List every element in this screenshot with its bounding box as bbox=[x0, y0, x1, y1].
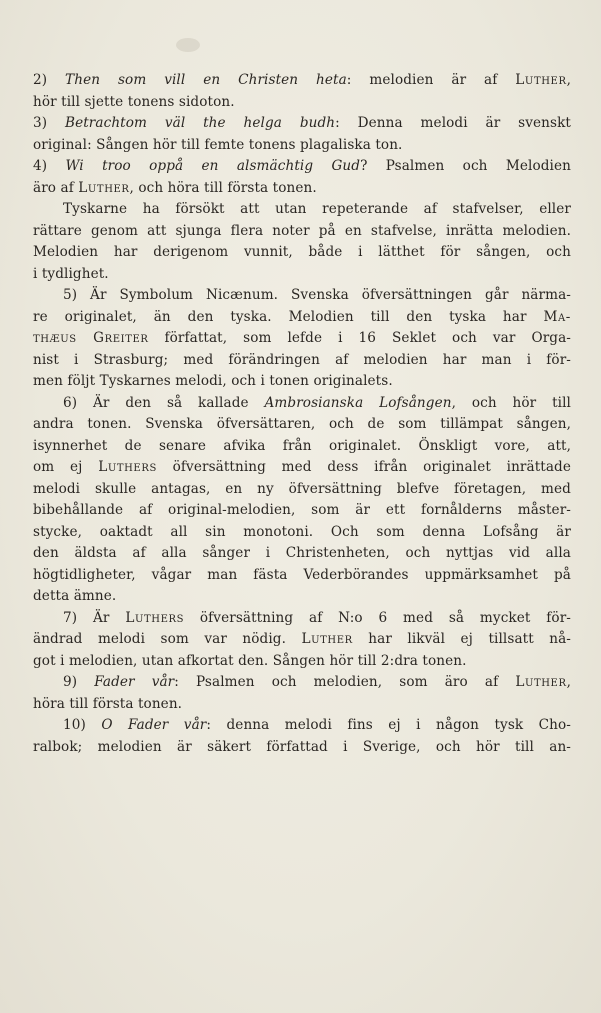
text-run: isynnerhet de senare afvika från originalet. Önskligt vore, att, bbox=[33, 437, 571, 454]
paragraph-5 bbox=[33, 285, 571, 393]
author-name: Luther bbox=[301, 631, 353, 647]
text-run: högtidligheter, vågar man fästa Vederbörandes uppmärksamhet på bbox=[33, 566, 571, 583]
text-line bbox=[33, 500, 571, 522]
paragraph-3 bbox=[33, 156, 571, 199]
text-run: 9) bbox=[63, 674, 95, 690]
author-name: thæus Greiter bbox=[33, 330, 149, 346]
text-run: andra tonen. Svenska öfversättaren, och de som tillämpat sången, bbox=[33, 416, 571, 432]
text-run: ? Psalmen och Melodien bbox=[360, 158, 571, 174]
text-run: höra till första tonen. bbox=[33, 695, 183, 712]
text-line bbox=[33, 199, 571, 221]
text-run: Tyskarne ha försökt att utan repeterande af stafvelser, eller bbox=[63, 201, 571, 217]
text-line bbox=[33, 307, 571, 329]
text-run: äro af bbox=[33, 179, 79, 196]
text-run: stycke, oaktadt all sin monotoni. Och som denna Lofsång är bbox=[33, 523, 571, 540]
italic-title: Wi troo oppå en alsmächtig Gud bbox=[65, 158, 361, 174]
author-name: Luther bbox=[515, 674, 567, 690]
text-run: öfversättning af N:o 6 med så mycket för- bbox=[184, 609, 571, 626]
text-run: i tydlighet. bbox=[33, 265, 109, 282]
author-name: Luther bbox=[515, 72, 567, 88]
text-line bbox=[33, 715, 571, 737]
text-run: melodi skulle antagas, en ny öfversättning blefve företagen, med bbox=[33, 480, 571, 497]
text-line bbox=[33, 135, 571, 157]
text-run: 7) Är bbox=[63, 609, 126, 626]
text-run: original: Sången hör till femte tonens plagaliska ton. bbox=[33, 136, 403, 153]
paragraph-8 bbox=[33, 672, 571, 715]
text-line bbox=[33, 414, 571, 436]
text-line bbox=[33, 457, 571, 479]
text-run: 6) Är den så kallade bbox=[63, 394, 265, 411]
text-line bbox=[33, 694, 571, 716]
text-line bbox=[33, 178, 571, 200]
text-line bbox=[33, 350, 571, 372]
text-run: 10) bbox=[63, 717, 102, 733]
text-run: men följt Tyskarnes melodi, och i tonen originalets. bbox=[33, 373, 393, 389]
text-run: 3) bbox=[33, 115, 65, 131]
text-line bbox=[33, 221, 571, 243]
page-text bbox=[33, 70, 571, 758]
text-line bbox=[33, 436, 571, 458]
text-line bbox=[33, 672, 571, 694]
text-run: hör till sjette tonens sidoton. bbox=[33, 93, 235, 110]
text-run: 5) Är Symbolum Nicænum. Svenska öfversättningen går närma- bbox=[63, 287, 571, 303]
text-line bbox=[33, 70, 571, 92]
text-line bbox=[33, 242, 571, 264]
paragraph-6 bbox=[33, 393, 571, 608]
paragraph-9 bbox=[33, 715, 571, 758]
text-run: Melodien har derigenom vunnit, både i lätthet för sången, och bbox=[33, 244, 571, 260]
text-line bbox=[33, 328, 571, 350]
text-run: ralbok; melodien är säkert författad i Sverige, och hör till an- bbox=[33, 738, 571, 755]
text-run: re originalet, än den tyska. Melodien till den tyska har bbox=[33, 308, 544, 325]
text-line bbox=[33, 285, 571, 307]
text-run: : Denna melodi är svenskt bbox=[335, 115, 571, 131]
text-run: rättare genom att sjunga flera noter på en stafvelse, inrätta melodien. bbox=[33, 222, 571, 239]
text-line bbox=[33, 651, 571, 673]
text-run: öfversättning med dess ifrån originalet inrättade bbox=[156, 459, 572, 475]
text-line bbox=[33, 92, 571, 114]
text-line bbox=[33, 113, 571, 135]
italic-title: Betrachtom väl the helga budh bbox=[65, 115, 336, 131]
paper-stain bbox=[176, 38, 200, 52]
text-line bbox=[33, 543, 571, 565]
text-run: ändrad melodi som var nödig. bbox=[33, 631, 302, 647]
text-run: författat, som lefde i 16 Seklet och var Orga- bbox=[148, 330, 571, 346]
text-run: 2) bbox=[33, 72, 66, 88]
text-run: , bbox=[566, 72, 571, 88]
text-line bbox=[33, 629, 571, 651]
text-line bbox=[33, 522, 571, 544]
text-run: bibehållande af original-melodien, som är ett fornålderns måster- bbox=[33, 502, 571, 518]
text-line bbox=[33, 479, 571, 501]
italic-title: O Fader vår bbox=[101, 717, 207, 733]
text-line bbox=[33, 393, 571, 415]
text-run: : Psalmen och melodien, som äro af bbox=[174, 674, 516, 690]
text-run: , och hör till bbox=[451, 394, 571, 411]
author-name: Ma- bbox=[543, 308, 571, 325]
text-run: har likväl ej tillsatt nå- bbox=[352, 631, 571, 647]
author-name: Luthers bbox=[98, 459, 157, 475]
author-name: Luthers bbox=[125, 609, 185, 626]
text-line bbox=[33, 264, 571, 286]
text-line bbox=[33, 737, 571, 759]
text-line bbox=[33, 565, 571, 587]
paragraph-1 bbox=[33, 70, 571, 113]
text-run: got i melodien, utan afkortat den. Sången hör till 2:dra tonen. bbox=[33, 652, 467, 669]
italic-title: Then som vill en Christen heta bbox=[65, 72, 347, 88]
text-run: om ej bbox=[33, 459, 99, 475]
text-line bbox=[33, 371, 571, 393]
text-run: , och höra till första tonen. bbox=[129, 179, 317, 196]
paragraph-4 bbox=[33, 199, 571, 285]
text-run: den äldsta af alla sånger i Christenheten, och nyttjas vid alla bbox=[33, 545, 571, 561]
text-run: : denna melodi fins ej i någon tysk Cho- bbox=[206, 717, 571, 733]
text-run: 4) bbox=[33, 158, 66, 174]
author-name: Luther bbox=[78, 179, 130, 196]
text-line bbox=[33, 608, 571, 630]
italic-title: Fader vår bbox=[94, 674, 175, 690]
text-run: detta ämne. bbox=[33, 588, 117, 604]
text-line bbox=[33, 586, 571, 608]
text-run: : melodien är af bbox=[346, 72, 516, 88]
text-run: nist i Strasburg; med förändringen af melodien har man i för- bbox=[33, 351, 571, 368]
text-run: , bbox=[566, 674, 572, 690]
paragraph-2 bbox=[33, 113, 571, 156]
text-line bbox=[33, 156, 571, 178]
paragraph-7 bbox=[33, 608, 571, 673]
italic-title: Ambrosianska Lofsången bbox=[264, 394, 452, 411]
